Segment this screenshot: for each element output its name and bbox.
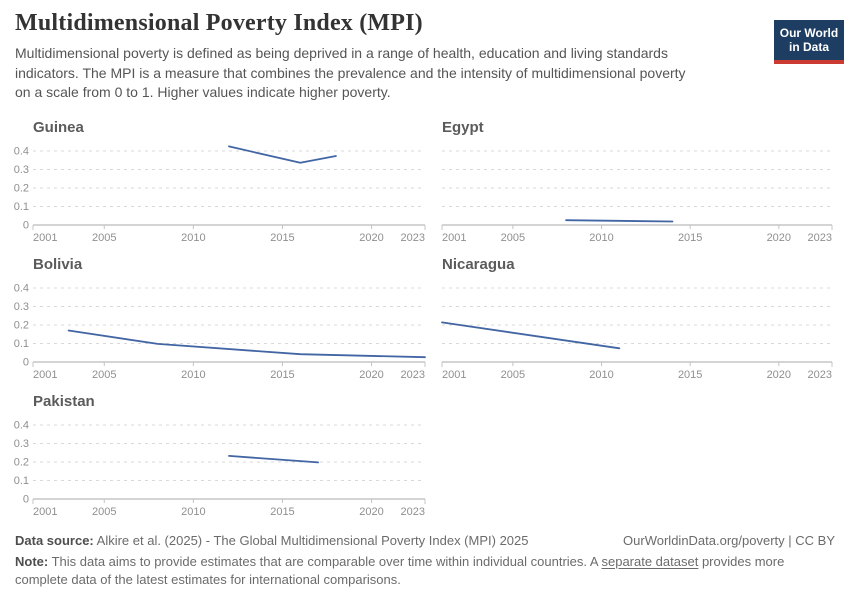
owid-logo-line2: in Data [788,39,829,54]
y-tick-label: 0.2 [13,319,29,331]
owid-logo[interactable] [774,20,844,64]
footer [15,532,835,589]
subtitle-line-2: indicators. The MPI is a measure that combines the prevalence and the intensity of multidimensional poverty [15,64,686,81]
x-tick-label: 2015 [270,231,295,244]
line-series [229,146,336,162]
x-tick-label: 2010 [589,231,614,244]
line-chart-nicaragua[interactable] [442,278,833,381]
chart-title-nicaragua: Nicaragua [442,255,515,273]
y-tick-label: 0 [22,219,29,231]
data-source-text: Alkire et al. (2025) - The Global Multidimensional Poverty Index (MPI) 2025 [93,532,529,548]
separate-dataset-link[interactable]: separate dataset [601,553,699,569]
source-row [15,532,835,550]
x-tick-label: 2020 [766,231,792,244]
chart-panel-pakistan [15,393,425,518]
x-tick-label: 2020 [359,368,384,381]
page-title: Multidimensional Poverty Index (MPI) [15,10,423,36]
subtitle-line-3: on a scale from 0 to 1. Higher values indicate higher poverty. [15,84,391,100]
y-tick-label: 0.4 [13,282,29,294]
x-tick-label: 2001 [33,368,58,381]
y-tick-label: 0.1 [13,474,29,487]
chart-title-bolivia: Bolivia [33,255,83,273]
line-series [442,322,619,348]
x-tick-label: 2010 [589,368,614,381]
note-text-1: This data aims to provide estimates that are comparable over time within individual countries. A [48,553,602,569]
footer-links [623,532,835,550]
link-separator: | [784,532,796,548]
y-tick-label: 0.4 [13,145,29,157]
y-tick-label: 0 [22,493,29,505]
x-tick-label: 2015 [270,368,295,381]
y-tick-label: 0.2 [13,456,29,468]
x-tick-label: 2010 [181,505,206,518]
x-tick-label: 2005 [92,505,117,518]
owid-chart-page [0,10,850,600]
y-tick-label: 0.4 [13,419,29,431]
line-chart-guinea[interactable] [15,141,425,244]
y-tick-label: 0.3 [13,437,29,450]
x-tick-label: 2010 [181,368,206,381]
y-tick-label: 0.2 [13,182,29,194]
x-tick-label: 2023 [400,505,425,518]
chart-title-pakistan: Pakistan [33,392,95,410]
chart-title-egypt: Egypt [442,118,484,136]
chart-subtitle [15,44,760,103]
note-text-2: provides more complete data of the latest estimates for international comparisons. [15,553,785,587]
x-tick-label: 2005 [500,231,526,244]
note-label: Note: [15,553,49,569]
x-tick-label: 2020 [359,231,384,244]
x-tick-label: 2015 [270,505,295,518]
y-tick-label: 0.3 [13,163,29,176]
y-tick-label: 0 [22,356,29,368]
line-chart-bolivia[interactable] [15,278,425,381]
owid-url-link[interactable]: OurWorldinData.org/poverty [623,532,785,548]
x-tick-label: 2023 [807,231,832,244]
chart-panel-nicaragua [442,256,833,381]
line-series [566,220,672,221]
x-tick-label: 2015 [677,231,703,244]
data-source-label: Data source: [15,532,94,548]
x-tick-label: 2020 [359,505,384,518]
chart-panel-egypt [442,119,833,244]
data-source [15,532,529,550]
x-tick-label: 2001 [442,231,467,244]
x-tick-label: 2001 [33,505,58,518]
line-chart-egypt[interactable] [442,141,833,244]
x-tick-label: 2023 [807,368,832,381]
x-tick-label: 2005 [92,368,117,381]
header [15,10,839,103]
chart-panel-bolivia [15,256,425,381]
y-tick-label: 0.3 [13,300,29,313]
x-tick-label: 2023 [400,368,425,381]
subtitle-line-1: Multidimensional poverty is defined as being deprived in a range of health, education and living standards [15,45,668,61]
x-tick-label: 2020 [766,368,792,381]
line-chart-pakistan[interactable] [15,415,425,518]
footer-note [15,553,803,589]
x-tick-label: 2015 [677,368,703,381]
x-tick-label: 2005 [500,368,526,381]
owid-logo-line1: Our World [779,26,839,40]
line-series [229,455,318,462]
x-tick-label: 2001 [33,231,58,244]
x-tick-label: 2001 [442,368,467,381]
x-tick-label: 2010 [181,231,206,244]
charts-grid [15,119,835,518]
x-tick-label: 2023 [400,231,425,244]
y-tick-label: 0.1 [13,337,29,350]
license-link[interactable]: CC BY [795,532,835,548]
y-tick-label: 0.1 [13,200,29,213]
chart-panel-guinea [15,119,425,244]
chart-title-guinea: Guinea [33,118,84,136]
x-tick-label: 2005 [92,231,117,244]
